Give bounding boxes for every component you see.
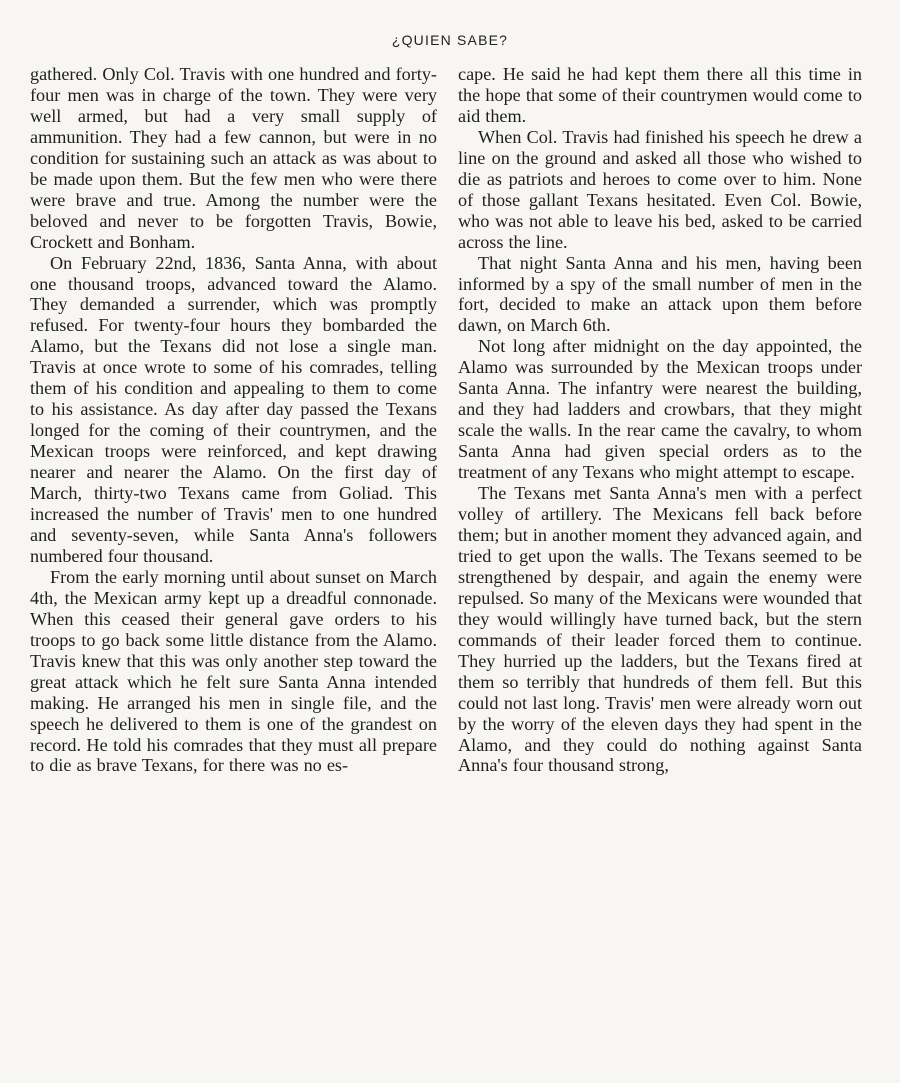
running-head: ¿QUIEN SABE? (391, 32, 509, 48)
paragraph: Not long after midnight on the day appointed, the Alamo was surrounded by the Mexican troops under Santa Anna. The infantry were nearest the building, and they had ladders and crowbars, that they might scale the walls. In the rear came the cavalry, to whom Santa Anna had given special orders as to the treatment of any Texans who might attempt to escape. (458, 336, 862, 483)
left-column (30, 64, 437, 776)
paragraph: When Col. Travis had finished his speech he drew a line on the ground and asked all those who wished to die as patriots and heroes to come over to him. None of those gallant Texans hesitated. Even Col. Bowie, who was not able to leave his bed, asked to be carried across the line. (458, 126, 862, 252)
paragraph: gathered. Only Col. Travis with one hundred and forty-four men was in charge of the town. They were very well armed, but had a very small supply of ammunition. They had a few cannon, but were in no condition for sustaining such an attack as was about to be made upon them. But the few men who were there were brave and true. Among the number were the beloved and never to be forgotten Travis, Bowie, Crockett and Bonham. (30, 64, 437, 252)
paragraph: That night Santa Anna and his men, having been informed by a spy of the small number of men in the fort, decided to make an attack upon them before dawn, on March 6th. (458, 252, 862, 336)
right-column (458, 64, 862, 776)
paragraph: On February 22nd, 1836, Santa Anna, with about one thousand troops, advanced toward the Alamo. They demanded a surrender, which was promptly refused. For twenty-four hours they bombarded the Alamo, but the Texans did not lose a single man. Travis at once wrote to some of his comrades, telling them of his condition and appealing to them to come to his assistance. As day after day passed the Texans longed for the coming of their countrymen, and the Mexican troops were reinforced, and kept drawing nearer and nearer the Alamo. On the first day of March, thirty-two Texans came from Goliad. This increased the number of Travis' men to one hundred and seventy-seven, while Santa Anna's followers numbered four thousand. (30, 252, 437, 566)
paragraph: The Texans met Santa Anna's men with a perfect volley of artillery. The Mexicans fell back before them; but in another moment they advanced again, and tried to get upon the walls. The Texans seemed to be strengthened by despair, and again the enemy were repulsed. So many of the Mexicans were wounded that they would willingly have turned back, but the stern commands of their leader forced them to continue. They hurried up the ladders, but the Texans fired at them so terribly that hundreds of them fell. But this could not last long. Travis' men were already worn out by the worry of the eleven days they had spent in the Alamo, and they could do nothing against Santa Anna's four thousand strong, (458, 483, 862, 776)
paragraph: From the early morning until about sunset on March 4th, the Mexican army kept up a dreadful connonade. When this ceased their general gave orders to his troops to go back some little distance from the Alamo. Travis knew that this was only another step toward the great attack which he felt sure Santa Anna intended making. He arranged his men in single file, and the speech he delivered to them is one of the grandest on record. He told his comrades that they must all prepare to die as brave Texans, for there was no es- (30, 566, 437, 776)
paragraph: cape. He said he had kept them there all this time in the hope that some of their countrymen would come to aid them. (458, 64, 862, 126)
